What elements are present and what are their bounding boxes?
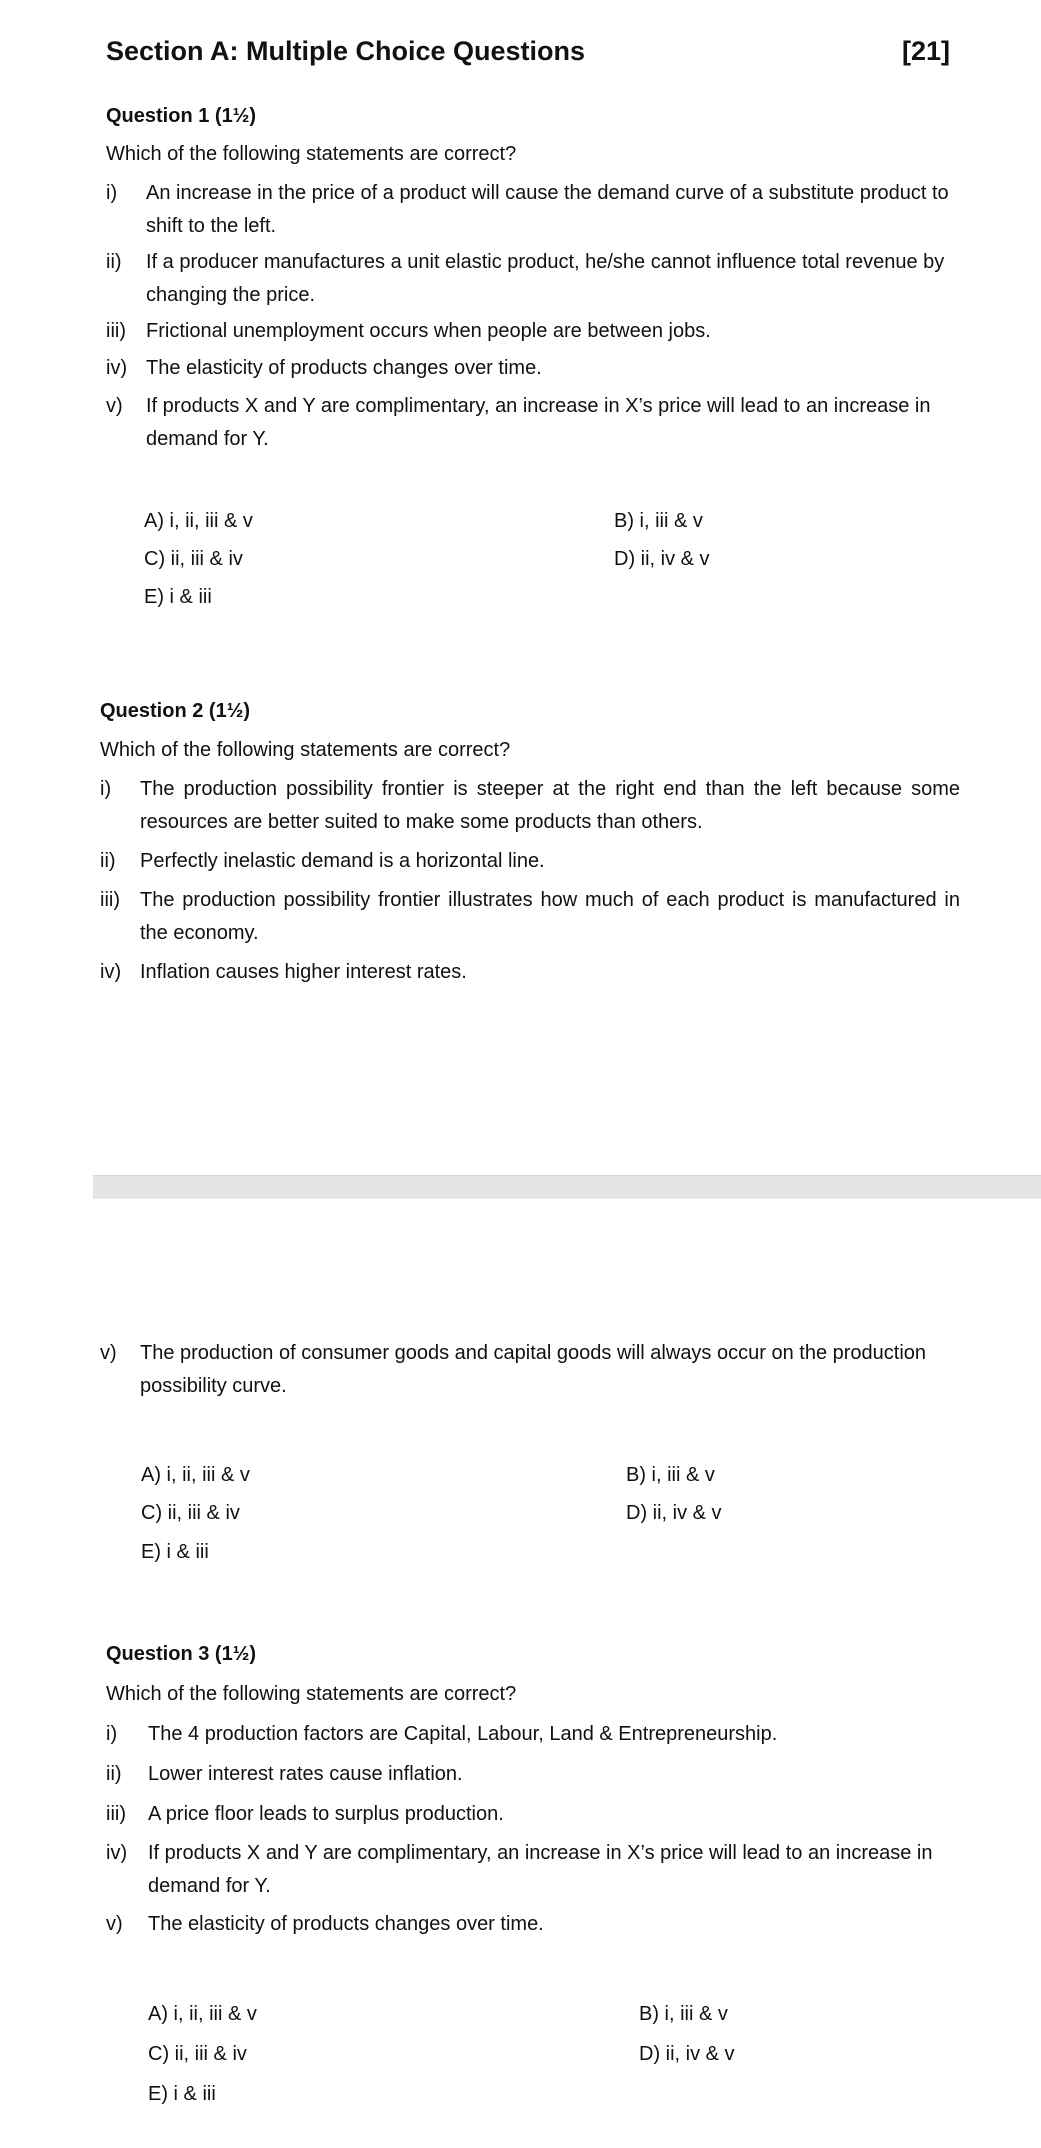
statement-text: If products X and Y are complimentary, an increase in X’s price will lead to an increase in demand for Y. [146,395,931,450]
answer-option[interactable]: A) i, ii, iii & v [141,1464,250,1486]
section-marks: [21] [902,36,951,66]
answer-option[interactable]: D) ii, iv & v [639,2043,735,2065]
answer-option[interactable]: E) i & iii [141,1541,209,1563]
statement-number: ii) [100,850,116,872]
section-title: Section A: Multiple Choice Questions [106,36,586,66]
answer-option[interactable]: A) i, ii, iii & v [144,510,253,532]
answer-option[interactable]: E) i & iii [144,586,212,608]
statement-number: iv) [106,1842,128,1864]
statement-text: If products X and Y are complimentary, an increase in X’s price will lead to an increase in demand for Y. [148,1842,933,1897]
question-prompt: Which of the following statements are correct? [106,1683,517,1705]
answer-option[interactable]: B) i, iii & v [614,510,703,532]
statement-text: The production possibility frontier illustrates how much of each product is manufactured in the economy. [140,889,960,944]
statement-number: i) [100,778,112,800]
answer-option[interactable]: C) ii, iii & iv [148,2043,247,2065]
answer-option[interactable]: B) i, iii & v [626,1464,715,1486]
statement-text: Inflation causes higher interest rates. [140,961,467,983]
statement-number: iv) [106,357,128,379]
statement-text: Frictional unemployment occurs when people are between jobs. [146,320,711,342]
statement-text: The production possibility frontier is steeper at the right end than the left because some resources are better suited to make some products than others. [140,778,960,833]
answer-option[interactable]: D) ii, iv & v [626,1502,722,1524]
answer-option[interactable]: C) ii, iii & iv [141,1502,240,1524]
statement-text: Lower interest rates cause inflation. [148,1763,463,1785]
question-title: Question 1 (1½) [106,105,257,127]
statement-text: The 4 production factors are Capital, Labour, Land & Entrepreneurship. [148,1723,778,1745]
statement-text: The elasticity of products changes over time. [148,1913,544,1935]
question-prompt: Which of the following statements are correct? [100,739,511,761]
statement-number: ii) [106,251,122,273]
statement-text: An increase in the price of a product will cause the demand curve of a substitute product to shift to the left. [146,182,949,237]
statement-text: A price floor leads to surplus production. [148,1803,504,1825]
statement-number: iii) [106,320,126,342]
answer-option[interactable]: A) i, ii, iii & v [148,2003,257,2025]
statement-number: v) [106,395,123,417]
answer-option[interactable]: C) ii, iii & iv [144,548,243,570]
statement-number: iv) [100,961,122,983]
page-break-divider [93,1175,1041,1199]
statement-number: ii) [106,1763,122,1785]
answer-option[interactable]: E) i & iii [148,2083,216,2105]
statement-text: Perfectly inelastic demand is a horizontal line. [140,850,545,872]
statement-number: iii) [106,1803,126,1825]
question-prompt: Which of the following statements are correct? [106,143,517,165]
question-title: Question 3 (1½) [106,1643,257,1665]
question-title: Question 2 (1½) [100,700,251,722]
statement-number: v) [106,1913,123,1935]
statement-number: v) [100,1342,117,1364]
answer-option[interactable]: D) ii, iv & v [614,548,710,570]
statement-number: i) [106,1723,118,1745]
statement-text: The production of consumer goods and capital goods will always occur on the production possibility curve. [140,1342,927,1397]
statement-number: i) [106,182,118,204]
statement-text: If a producer manufactures a unit elastic product, he/she cannot influence total revenue by changing the price. [146,251,945,306]
statement-text: The elasticity of products changes over time. [146,357,542,379]
answer-option[interactable]: B) i, iii & v [639,2003,728,2025]
statement-number: iii) [100,889,120,911]
